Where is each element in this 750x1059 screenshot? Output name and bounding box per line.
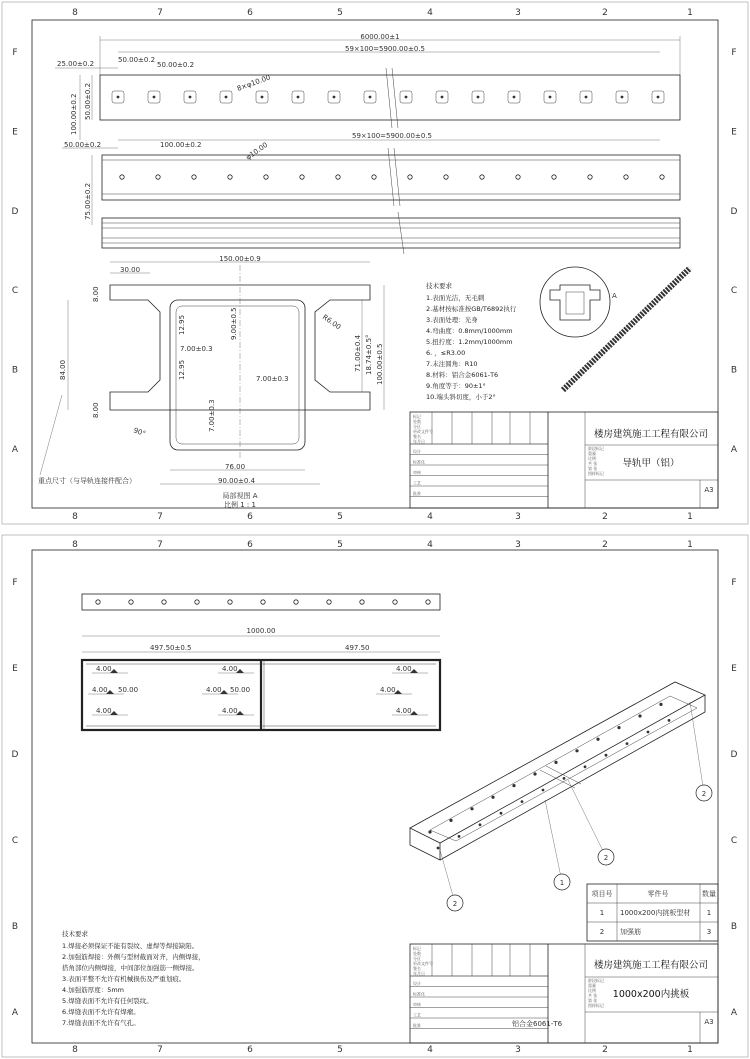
dim-100b: 100.00±0.2 <box>160 141 202 149</box>
dim-h9: 9.00±0.5 <box>230 307 238 340</box>
zone-row-label: C <box>11 836 19 846</box>
zone-col-label: 5 <box>337 540 343 550</box>
dim-h12b: 12.95 <box>178 359 186 380</box>
zone-row-label: E <box>731 127 737 138</box>
zone-col-label: 6 <box>247 540 253 550</box>
tech-item: 5.扭拧度：1.2mm/1000mm <box>426 338 513 346</box>
tb-label: 处数 <box>413 419 421 424</box>
tech-title-1: 技术要求 <box>426 282 452 290</box>
zone-row-label: D <box>730 206 738 217</box>
zone-col-label: 7 <box>157 512 163 522</box>
hole-center <box>513 96 516 99</box>
material-2: 铝合金6061-T6 <box>512 1020 563 1028</box>
weld-label: 4.00 <box>92 686 108 694</box>
dim-50a: 50.00±0.2 <box>118 56 156 64</box>
zone-row-label: B <box>730 365 738 376</box>
hole-center <box>657 96 660 99</box>
zone-col-label: 8 <box>72 540 78 550</box>
tb-label: 标准化 <box>413 459 425 465</box>
bom-row1-part: 1000x200内挑板型材 <box>620 909 691 917</box>
zone-row-label: A <box>11 445 19 455</box>
zone-row-label: A <box>11 1008 19 1018</box>
tb-label: 审核 <box>413 1002 421 1007</box>
zone-col-label: 3 <box>515 1045 521 1055</box>
zone-row-label: A <box>730 445 738 455</box>
zone-col-label: 4 <box>427 540 433 550</box>
zone-col-label: 5 <box>337 1045 343 1055</box>
tb-label: 处数 <box>413 951 421 956</box>
tech-item: 5.焊缝表面不允许有任何裂纹。 <box>62 997 153 1005</box>
zone-col-label: 1 <box>687 1045 693 1055</box>
zone-col-label: 5 <box>337 8 343 18</box>
weld-label: 4.00 <box>396 707 412 715</box>
zone-row-label: C <box>730 836 738 846</box>
dim-v50: 50.00±0.2 <box>84 82 92 120</box>
dim-w50b: 50.00 <box>230 686 251 694</box>
iso-hole <box>626 742 629 745</box>
zone-col-label: 7 <box>157 540 163 550</box>
zone-row-label: F <box>12 578 18 588</box>
hole-center <box>117 96 120 99</box>
balloon-number: 1 <box>559 879 565 887</box>
zone-row-label: D <box>11 750 19 760</box>
tb-label: 比例 <box>588 988 596 993</box>
bom-row2-no: 2 <box>599 928 605 936</box>
sheet-size-1: A3 <box>704 486 714 494</box>
tb-label: 图样标记 <box>588 1003 604 1008</box>
zone-col-label: 5 <box>337 512 343 522</box>
iso-hole <box>575 749 578 752</box>
tech-item: 4.弯曲度：0.8mm/1000mm <box>426 327 513 335</box>
balloon-number: 2 <box>701 790 707 798</box>
dim-pitch2: 59×100=5900.00±0.5 <box>352 132 432 140</box>
tech-item: 4.加强筋厚度：5mm <box>62 986 125 994</box>
zone-col-label: 1 <box>687 540 693 550</box>
dim-h18: 18.74±0.5° <box>365 334 373 375</box>
iso-hole <box>521 800 524 803</box>
dim-hole2: φ10.00 <box>244 140 270 162</box>
hole-center <box>297 96 300 99</box>
dim-25: 25.00±0.2 <box>57 60 95 68</box>
company-name-1: 楼房建筑施工工程有限公司 <box>593 429 709 440</box>
tech-item: 2.加强筋焊接：外侧与型材截面对齐，内侧焊接， <box>62 953 205 961</box>
zone-col-label: 6 <box>247 8 253 18</box>
zone-col-label: 8 <box>72 512 78 522</box>
tb-label: 重量 <box>588 983 596 988</box>
dim-50c: 50.00±0.2 <box>64 141 102 149</box>
bom-row1-no: 1 <box>599 909 605 917</box>
iso-hole <box>659 703 662 706</box>
dim-w30: 30.00 <box>120 266 141 274</box>
iso-hole <box>668 719 671 722</box>
zone-row-label: B <box>11 922 19 932</box>
dim-w76: 76.00 <box>225 463 246 471</box>
dim-v75: 75.00±0.2 <box>84 182 92 220</box>
iso-hole <box>617 726 620 729</box>
tb-label: 标记 <box>413 946 421 951</box>
hole-center <box>405 96 408 99</box>
bom-header-part: 零件号 <box>647 890 669 898</box>
tech-item: 3.表面平整不允许有机械损伤及严重划痕。 <box>62 975 186 983</box>
tb-label: 工艺 <box>413 1012 421 1018</box>
tb-label: 比例 <box>588 456 596 461</box>
tech-item: 10.端头斜切度，小于2° <box>426 393 496 401</box>
iso-hole <box>596 738 599 741</box>
hole-center <box>153 96 156 99</box>
tb-label: 共 张 <box>588 993 598 998</box>
tb-label: 第 张 <box>588 466 598 471</box>
tb-label: 重量 <box>588 451 596 456</box>
bom-row2-part: 加强筋 <box>620 928 641 936</box>
iso-hole <box>437 847 440 850</box>
weld-label: 4.00 <box>380 686 396 694</box>
detail-title: 局部视图 A <box>222 492 258 500</box>
iso-hole <box>605 754 608 757</box>
part-name-2: 1000x200内挑板 <box>612 989 690 1000</box>
dim-h100: 100.00±0.5 <box>376 343 384 385</box>
iso-hole <box>638 714 641 717</box>
hole-center <box>333 96 336 99</box>
bom-header-no: 项目号 <box>591 890 613 898</box>
dim-h84: 84.00 <box>59 359 67 380</box>
zone-col-label: 7 <box>157 8 163 18</box>
zone-col-label: 8 <box>72 8 78 18</box>
zone-col-label: 3 <box>515 8 521 18</box>
dim-pitch: 59×100=5900.00±0.5 <box>345 45 425 53</box>
tb-label: 更改文件号 <box>413 961 433 966</box>
zone-row-label: D <box>730 750 738 760</box>
tb-label: 年月日 <box>413 439 425 444</box>
hole-center <box>441 96 444 99</box>
detail-scale: 比例 1 : 1 <box>224 501 256 509</box>
iso-hole <box>584 765 587 768</box>
zone-col-label: 4 <box>427 8 433 18</box>
bom-row1-qty: 1 <box>706 909 712 917</box>
tb-label: 设计 <box>413 981 421 986</box>
weld-label: 4.00 <box>222 707 238 715</box>
company-name-2: 楼房建筑施工工程有限公司 <box>593 960 709 971</box>
tech-item: 8.材料：铝合金6061-T6 <box>426 371 499 379</box>
zone-row-label: E <box>731 664 737 674</box>
balloon-number: 2 <box>452 900 458 908</box>
dim-w7c: 7.00±0.3 <box>208 399 216 432</box>
tech-item: 6.焊缝表面不允许有焊瘤。 <box>62 1008 140 1016</box>
iso-hole <box>647 731 650 734</box>
weld-label: 4.00 <box>396 665 412 673</box>
part-name-1: 导轨甲（铝） <box>622 458 680 469</box>
iso-hole <box>470 807 473 810</box>
tb-label: 审核 <box>413 470 421 475</box>
zone-row-label: B <box>730 922 738 932</box>
zone-row-label: C <box>730 286 738 297</box>
weld-label: 4.00 <box>206 686 222 694</box>
dim-w497b: 497.50 <box>345 644 370 652</box>
dim-w1000: 1000.00 <box>246 627 276 635</box>
iso-hole <box>542 789 545 792</box>
tech-item: 7.未注圆角：R10 <box>426 360 478 368</box>
tb-label: 分区 <box>413 956 421 961</box>
tb-label: 年月日 <box>413 971 425 976</box>
hole-center <box>261 96 264 99</box>
tech-item: 1.焊接必须保证不能有裂纹、虚焊等焊接缺陷。 <box>62 942 199 950</box>
zone-row-label: B <box>11 365 19 376</box>
tb-label: 标准化 <box>413 991 425 997</box>
zone-col-label: 8 <box>72 1045 78 1055</box>
dim-overall: 6000.00±1 <box>360 33 400 41</box>
tb-label: 签名 <box>413 966 421 971</box>
iso-hole <box>428 830 431 833</box>
tech-item: 2.基材按标准按GB/T6892执行 <box>426 305 517 313</box>
dim-w7a: 7.00±0.3 <box>180 345 213 353</box>
iso-hole <box>479 823 482 826</box>
tb-label: 阶段标记 <box>588 978 604 983</box>
tech-item: 3.表面处理：光身 <box>426 316 478 324</box>
zone-row-label: F <box>12 48 18 58</box>
tb-label: 更改文件号 <box>413 429 433 434</box>
zone-row-label: F <box>731 578 737 588</box>
dim-50b: 50.00±0.2 <box>157 61 195 69</box>
hole-center <box>225 96 228 99</box>
zone-row-label: E <box>12 127 18 138</box>
dim-v100: 100.00±0.2 <box>70 93 78 135</box>
iso-hole <box>449 819 452 822</box>
weld-label: 4.00 <box>222 665 238 673</box>
dim-h8a: 8.00 <box>92 286 100 302</box>
zone-col-label: 7 <box>157 1045 163 1055</box>
tb-label: 设计 <box>413 449 421 454</box>
key-size-note: 重点尺寸（与导轨连接件配合） <box>38 477 136 485</box>
dim-w150: 150.00±0.9 <box>219 255 261 263</box>
tech-item: 6. ，≤R3.00 <box>426 349 466 357</box>
dim-w50a: 50.00 <box>118 686 139 694</box>
zone-col-label: 2 <box>602 1045 608 1055</box>
iso-hole <box>563 777 566 780</box>
tb-label: 分区 <box>413 424 421 429</box>
tb-label: 共 张 <box>588 461 598 466</box>
hole-center <box>477 96 480 99</box>
balloon-number: 2 <box>603 854 609 862</box>
zone-row-label: E <box>12 664 18 674</box>
zone-col-label: 2 <box>602 8 608 18</box>
tb-label: 阶段标记 <box>588 446 604 451</box>
sheet-1 <box>2 2 748 524</box>
iso-hole <box>491 796 494 799</box>
zone-row-label: A <box>730 1008 738 1018</box>
hole-center <box>549 96 552 99</box>
dim-w90: 90.00±0.4 <box>218 477 256 485</box>
dim-hole: 8×φ10.00 <box>235 73 272 93</box>
tb-label: 批准 <box>413 491 421 496</box>
zone-col-label: 3 <box>515 512 521 522</box>
zone-col-label: 2 <box>602 512 608 522</box>
sheet-2 <box>2 535 748 1057</box>
tb-label: 签名 <box>413 434 421 439</box>
dim-h71: 71.00±0.4 <box>354 334 362 372</box>
hole-center <box>621 96 624 99</box>
tech-item: 搭角部位内侧焊接，中间部位加强筋一侧焊接。 <box>62 964 199 972</box>
hole-center <box>585 96 588 99</box>
zone-row-label: C <box>11 286 19 297</box>
dim-w497a: 497.50±0.5 <box>150 644 192 652</box>
iso-hole <box>512 784 515 787</box>
hole-center <box>189 96 192 99</box>
zone-col-label: 3 <box>515 540 521 550</box>
zone-col-label: 4 <box>427 1045 433 1055</box>
dim-h8b: 8.00 <box>92 402 100 418</box>
zone-col-label: 6 <box>247 1045 253 1055</box>
tb-label: 工艺 <box>413 480 421 486</box>
tech-item: 9.角度等于：90±1° <box>426 382 486 390</box>
dim-r6: R6.00 <box>320 313 343 332</box>
tech-item: 1.表面光洁，无毛刺 <box>426 294 485 302</box>
section-label: A <box>612 292 617 300</box>
dim-h12: 12.95 <box>178 314 186 335</box>
tb-label: 标记 <box>413 414 421 419</box>
zone-col-label: 2 <box>602 540 608 550</box>
weld-label: 4.00 <box>96 707 112 715</box>
zone-col-label: 1 <box>687 512 693 522</box>
tb-label: 批准 <box>413 1023 421 1028</box>
tech-title-2: 技术要求 <box>62 930 88 938</box>
dim-angle: 90° <box>132 426 147 439</box>
zone-col-label: 4 <box>427 512 433 522</box>
zone-col-label: 1 <box>687 8 693 18</box>
tech-item: 7.焊缝表面不允许有气孔。 <box>62 1019 140 1027</box>
hole-center <box>369 96 372 99</box>
weld-label: 4.00 <box>96 665 112 673</box>
tb-label: 图样标记 <box>588 471 604 476</box>
tb-label: 第 张 <box>588 998 598 1003</box>
bom-row2-qty: 3 <box>706 928 712 936</box>
sheet-size-2: A3 <box>704 1018 714 1026</box>
bom-header-qty: 数量 <box>702 890 716 898</box>
iso-hole <box>458 835 461 838</box>
zone-row-label: D <box>11 206 19 217</box>
zone-col-label: 6 <box>247 512 253 522</box>
iso-hole <box>554 761 557 764</box>
iso-hole <box>500 812 503 815</box>
dim-w7b: 7.00±0.3 <box>256 375 289 383</box>
iso-hole <box>533 772 536 775</box>
zone-row-label: F <box>731 48 737 58</box>
